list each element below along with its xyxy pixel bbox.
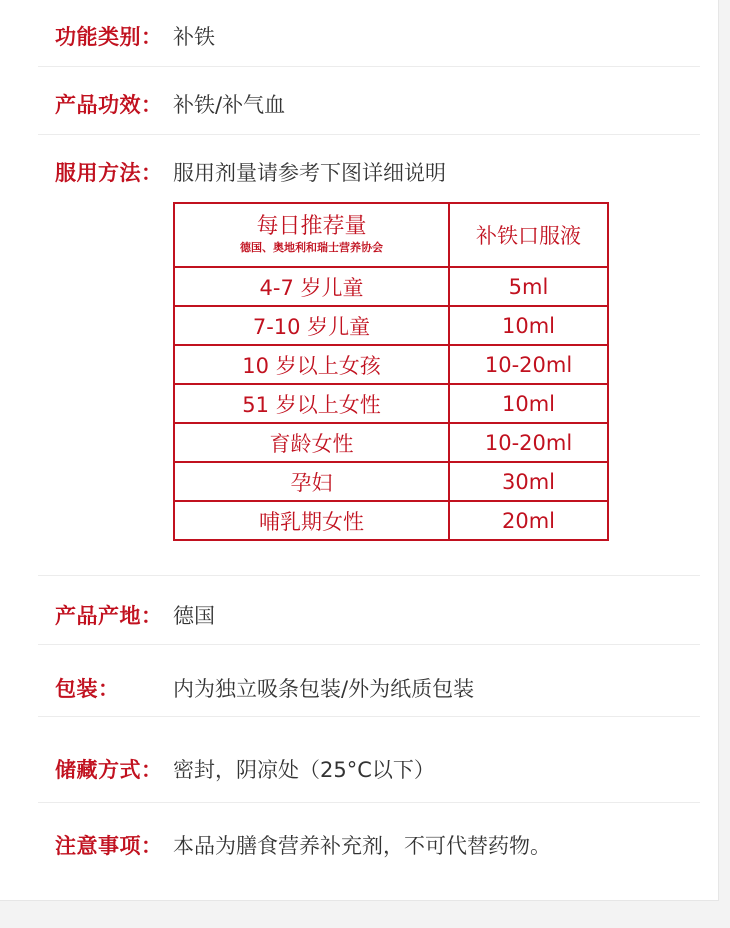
section-label: 服用方法： bbox=[55, 161, 163, 185]
section-label: 产品产地： bbox=[55, 604, 163, 628]
dosage-amount: 10ml bbox=[449, 306, 608, 345]
dosage-group: 孕妇 bbox=[174, 462, 449, 501]
dosage-amount: 30ml bbox=[449, 462, 608, 501]
table-row bbox=[174, 345, 608, 384]
dosage-group: 哺乳期女性 bbox=[174, 501, 449, 540]
section-label: 注意事项： bbox=[55, 834, 163, 858]
table-row bbox=[174, 462, 608, 501]
dosage-amount: 10-20ml bbox=[449, 423, 608, 462]
divider bbox=[38, 575, 700, 576]
dosage-amount: 10ml bbox=[449, 384, 608, 423]
dosage-group: 51 岁以上女性 bbox=[174, 384, 449, 423]
dosage-group: 10 岁以上女孩 bbox=[174, 345, 449, 384]
divider bbox=[38, 134, 700, 135]
divider bbox=[38, 716, 700, 717]
dosage-amount: 5ml bbox=[449, 267, 608, 306]
table-row bbox=[174, 267, 608, 306]
dosage-header-title: 每日推荐量 bbox=[256, 214, 367, 239]
section-value: 补铁/补气血 bbox=[173, 93, 286, 117]
table-row bbox=[174, 423, 608, 462]
dosage-amount: 20ml bbox=[449, 501, 608, 540]
dosage-header-recommended bbox=[174, 203, 449, 267]
divider bbox=[38, 802, 700, 803]
section-value: 服用剂量请参考下图详细说明 bbox=[173, 161, 446, 185]
section-value: 德国 bbox=[173, 604, 215, 628]
section-value: 补铁 bbox=[173, 25, 215, 49]
section-label: 功能类别： bbox=[55, 25, 163, 49]
table-row bbox=[174, 501, 608, 540]
section-value: 内为独立吸条包装/外为纸质包装 bbox=[173, 677, 475, 701]
section-value: 本品为膳食营养补充剂，不可代替药物。 bbox=[173, 834, 551, 858]
table-row bbox=[174, 306, 608, 345]
section-label: 包装： bbox=[55, 677, 120, 701]
section-label: 产品功效： bbox=[55, 93, 163, 117]
section-value: 密封，阴凉处（25°C以下） bbox=[173, 758, 435, 782]
divider bbox=[38, 66, 700, 67]
section-label: 储藏方式： bbox=[55, 758, 163, 782]
dosage-table bbox=[173, 202, 609, 541]
dosage-table-header bbox=[174, 203, 608, 267]
divider bbox=[38, 644, 700, 645]
dosage-header-source: 德国、奥地利和瑞士营养协会 bbox=[240, 241, 383, 254]
dosage-group: 7-10 岁儿童 bbox=[174, 306, 449, 345]
dosage-header-product: 补铁口服液 bbox=[449, 203, 608, 267]
table-row bbox=[174, 384, 608, 423]
dosage-group: 育龄女性 bbox=[174, 423, 449, 462]
dosage-group: 4-7 岁儿童 bbox=[174, 267, 449, 306]
dosage-amount: 10-20ml bbox=[449, 345, 608, 384]
